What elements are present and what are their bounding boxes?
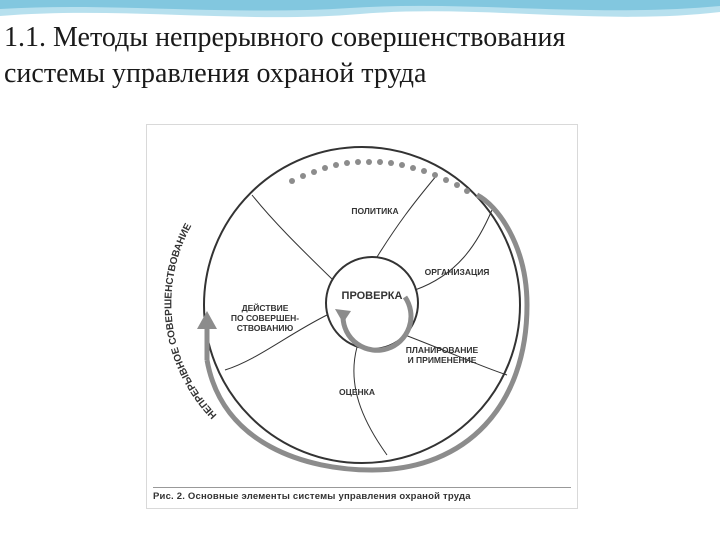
- segment-label-planning-line-2: И ПРИМЕНЕНИЕ: [407, 355, 477, 365]
- divider-line: [252, 195, 333, 280]
- outer-label-continuous-improvement: НЕПРЕРЫВНОЕ СОВЕРШЕНСТВОВАНИЕ: [163, 221, 220, 421]
- segment-label-action-line-3: СТВОВАНИЮ: [236, 323, 294, 333]
- inner-arrowhead: [335, 309, 351, 323]
- segment-label-action-line-2: ПО СОВЕРШЕН-: [230, 313, 300, 323]
- center-label-check: ПРОВЕРКА: [341, 290, 403, 302]
- slide-title-line-1: 1.1. Методы непрерывного совершенствования: [4, 22, 566, 53]
- divider-line: [377, 175, 437, 257]
- segment-label-action-line-1: ДЕЙСТВИЕ: [241, 303, 289, 313]
- dotted-progress-arc: [289, 159, 470, 194]
- slide-title: [4, 20, 716, 92]
- segment-label-evaluation: ОЦЕНКА: [339, 387, 375, 397]
- cycle-diagram: [147, 125, 577, 508]
- segment-label-organization: ОРГАНИЗАЦИЯ: [424, 267, 490, 277]
- divider-line: [354, 347, 387, 455]
- ohs-management-cycle-figure: [146, 124, 578, 509]
- outer-arrowhead: [197, 311, 217, 329]
- segment-label-planning-line-1: ПЛАНИРОВАНИЕ: [405, 345, 479, 355]
- slide-title-line-2: системы управления охраной труда: [4, 58, 427, 89]
- figure-caption: Рис. 2. Основные элементы системы управления охраной труда: [153, 487, 571, 502]
- divider-line: [415, 210, 492, 290]
- inner-cycle-arrow: [343, 297, 411, 350]
- segment-label-policy: ПОЛИТИКА: [351, 206, 399, 216]
